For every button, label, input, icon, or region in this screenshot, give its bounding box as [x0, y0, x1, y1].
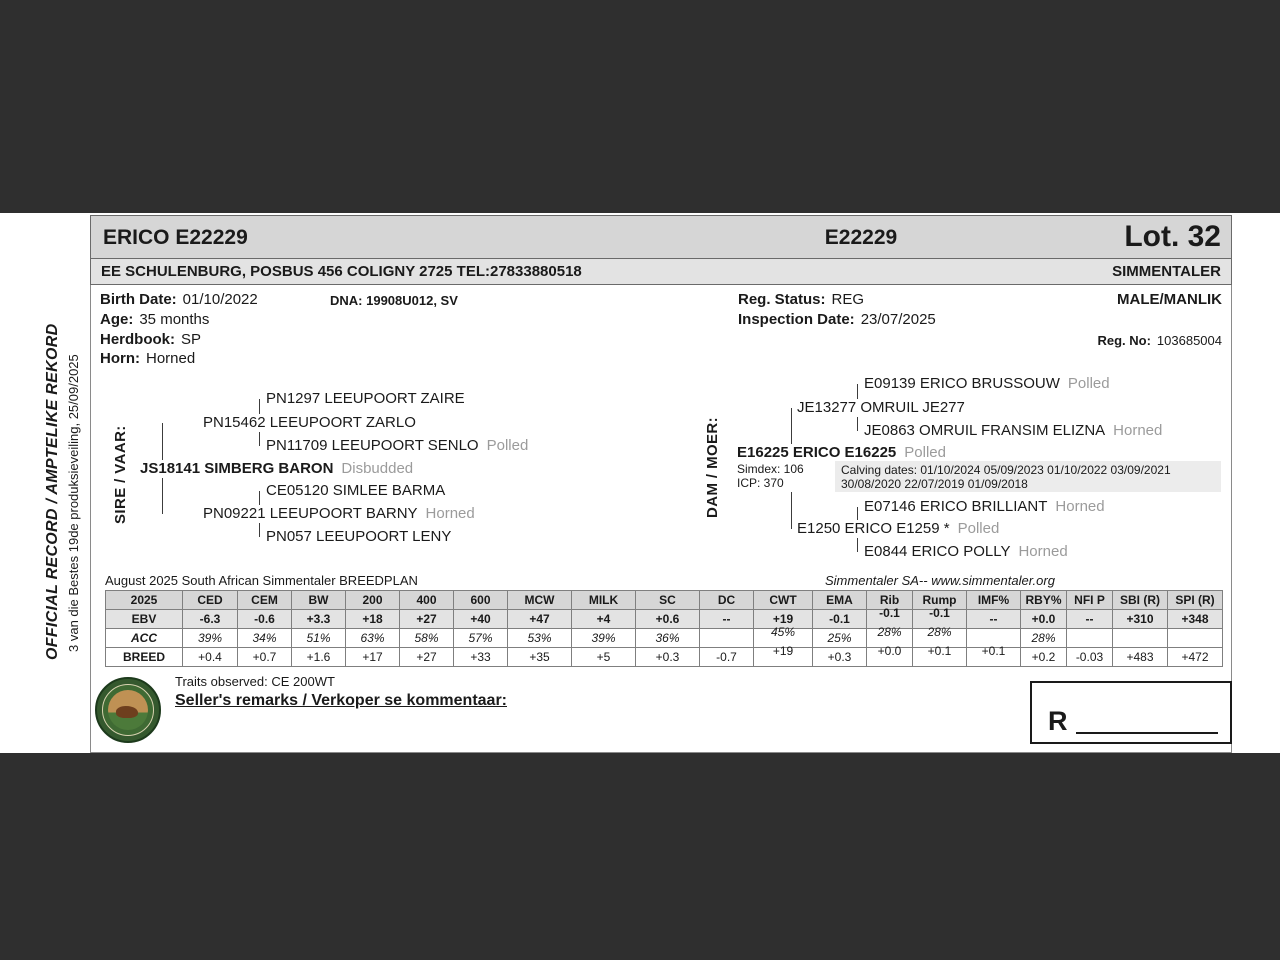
- table-cell: [700, 629, 754, 648]
- sellers-remarks-heading: Seller's remarks / Verkoper se kommentaar:: [175, 692, 507, 709]
- table-cell: +0.2: [1021, 648, 1067, 667]
- column-header: MCW: [508, 591, 572, 610]
- birth-date-value: 01/10/2022: [182, 291, 258, 308]
- birth-date-label: Birth Date:: [100, 291, 177, 308]
- table-cell: 39%: [183, 629, 238, 648]
- table-cell: +0.0: [867, 648, 913, 667]
- table-row: [106, 648, 1223, 667]
- pedigree-node-sire-gp4: PN057 LEEUPOORT LENY: [266, 528, 464, 546]
- column-header: SBI (R): [1113, 591, 1168, 610]
- table-row: [106, 629, 1223, 648]
- pedigree-node-sire-mother: PN09221 LEEUPOORT BARNY Horned: [203, 505, 480, 523]
- horn-line: [100, 350, 195, 367]
- table-cell: +3.3: [292, 610, 346, 629]
- table-cell: +0.1: [913, 648, 967, 667]
- table-cell: -0.7: [700, 648, 754, 667]
- table-cell: -6.3: [183, 610, 238, 629]
- pedigree-node-sire-gp2: PN11709 LEEUPOORT SENLO Polled: [266, 437, 533, 455]
- column-header: CWT: [754, 591, 813, 610]
- table-cell: 63%: [346, 629, 400, 648]
- table-cell: 28%: [1021, 629, 1067, 648]
- official-record-label: OFFICIAL RECORD / AMPTELIKE REKORD: [44, 323, 61, 660]
- pedigree-node-sire-gp3: CE05120 SIMLEE BARMA: [266, 482, 458, 500]
- column-header: BW: [292, 591, 346, 610]
- calving-dates: [835, 461, 1221, 492]
- breedplan-source: Simmentaler SA-- www.simmentaler.org: [825, 573, 1055, 588]
- table-cell: +33: [454, 648, 508, 667]
- table-cell: 28%: [913, 629, 967, 648]
- age-line: [100, 311, 209, 328]
- pedigree-node-dam-gp4: E0844 ERICO POLLY Horned: [864, 543, 1073, 561]
- table-cell: 57%: [454, 629, 508, 648]
- table-cell: +1.6: [292, 648, 346, 667]
- table-cell: -0.1: [813, 610, 867, 629]
- calving-dates-line2: 30/08/2020 22/07/2019 01/09/2018: [841, 477, 1028, 491]
- column-header: SPI (R): [1168, 591, 1223, 610]
- dam-axis-label: DAM / MOER:: [704, 416, 721, 518]
- horn-label: Horn:: [100, 350, 140, 367]
- reg-no-label: Reg. No:: [1097, 333, 1151, 348]
- breedplan-header-row: [106, 591, 1223, 610]
- table-cell: +0.0: [1021, 610, 1067, 629]
- bottom-dark-band: [0, 753, 1280, 960]
- table-cell: 58%: [400, 629, 454, 648]
- table-cell: +4: [572, 610, 636, 629]
- inspection-line: [738, 311, 936, 328]
- table-cell: [1168, 629, 1223, 648]
- breedplan-table: [105, 590, 1223, 667]
- table-cell: +0.3: [813, 648, 867, 667]
- price-currency-label: R: [1048, 706, 1068, 736]
- column-header: SC: [636, 591, 700, 610]
- pedigree-node-dam-mother: E1250 ERICO E1259 * Polled: [797, 520, 1004, 538]
- seller-bar: [90, 259, 1232, 285]
- table-cell: +27: [400, 610, 454, 629]
- table-cell: -0.1: [867, 610, 913, 629]
- table-cell: 36%: [636, 629, 700, 648]
- table-cell: 53%: [508, 629, 572, 648]
- table-cell: +348: [1168, 610, 1223, 629]
- column-header: 200: [346, 591, 400, 610]
- row-label: EBV: [106, 610, 183, 629]
- table-cell: -0.6: [238, 610, 292, 629]
- herdbook-line: [100, 331, 201, 348]
- column-header: 400: [400, 591, 454, 610]
- breedplan-table-wrap: [105, 590, 1223, 667]
- pedigree-node-sire-gp1: PN1297 LEEUPOORT ZAIRE: [266, 390, 478, 408]
- herdbook-value: SP: [181, 331, 202, 348]
- reg-no-line: [1022, 333, 1222, 348]
- pedigree-node-sire: JS18141 SIMBERG BARON Disbudded: [140, 460, 418, 478]
- table-cell: 28%: [867, 629, 913, 648]
- age-label: Age:: [100, 311, 134, 328]
- reg-status-label: Reg. Status:: [738, 291, 826, 308]
- table-row: [106, 610, 1223, 629]
- icp-value: ICP: 370: [737, 476, 784, 490]
- pedigree-node-sire-father: PN15462 LEEUPOORT ZARLO: [203, 414, 429, 432]
- column-header: MILK: [572, 591, 636, 610]
- simmentaler-logo: [95, 677, 161, 743]
- column-header: Rump: [913, 591, 967, 610]
- row-label: ACC: [106, 629, 183, 648]
- table-cell: +47: [508, 610, 572, 629]
- pedigree-node-dam: E16225 ERICO E16225 Polled: [737, 444, 951, 462]
- column-header: DC: [700, 591, 754, 610]
- row-label: BREED: [106, 648, 183, 667]
- table-cell: +483: [1113, 648, 1168, 667]
- price-blank-line: [1076, 710, 1219, 734]
- sex-label: MALE/MANLIK: [1117, 291, 1222, 308]
- sire-axis-label: SIRE / VAAR:: [112, 425, 129, 524]
- animal-id: E22229: [824, 226, 898, 249]
- column-header: 2025: [106, 591, 183, 610]
- simdex-value: Simdex: 106: [737, 462, 804, 476]
- lot-number: Lot. 32: [1124, 220, 1221, 253]
- table-cell: +35: [508, 648, 572, 667]
- reg-status-value: REG: [831, 291, 865, 308]
- table-cell: 51%: [292, 629, 346, 648]
- table-cell: +0.3: [636, 648, 700, 667]
- column-header: IMF%: [967, 591, 1021, 610]
- table-cell: +19: [754, 610, 813, 629]
- table-cell: 34%: [238, 629, 292, 648]
- dna-line: DNA: 19908U012, SV: [330, 293, 458, 308]
- column-header: 600: [454, 591, 508, 610]
- table-cell: 25%: [813, 629, 867, 648]
- pedigree-node-dam-gp2: JE0863 OMRUIL FRANSIM ELIZNA Horned: [864, 422, 1167, 440]
- pedigree-node-dam-father: JE13277 OMRUIL JE277: [797, 399, 978, 417]
- column-header: NFI P: [1067, 591, 1113, 610]
- reg-status-line: [738, 291, 864, 308]
- age-value: 35 months: [139, 311, 210, 328]
- column-header: CED: [183, 591, 238, 610]
- column-header: RBY%: [1021, 591, 1067, 610]
- table-cell: +0.1: [967, 648, 1021, 667]
- inspection-value: 23/07/2025: [860, 311, 936, 328]
- table-cell: -0.03: [1067, 648, 1113, 667]
- reg-no-value: 103685004: [1156, 333, 1222, 348]
- seller-info: EE SCHULENBURG, POSBUS 456 COLIGNY 2725 TEL:27833880518: [101, 263, 582, 280]
- pedigree-node-dam-gp3: E07146 ERICO BRILLIANT Horned: [864, 498, 1110, 516]
- price-box: [1030, 681, 1232, 744]
- logo-scene: [108, 690, 148, 730]
- table-cell: --: [967, 610, 1021, 629]
- column-header: EMA: [813, 591, 867, 610]
- table-cell: +40: [454, 610, 508, 629]
- table-cell: +310: [1113, 610, 1168, 629]
- table-cell: [1067, 629, 1113, 648]
- title-bar: [90, 215, 1232, 259]
- top-dark-band: [0, 0, 1280, 213]
- table-cell: +19: [754, 648, 813, 667]
- column-header: Rib: [867, 591, 913, 610]
- table-cell: +472: [1168, 648, 1223, 667]
- traits-observed: Traits observed: CE 200WT: [175, 674, 335, 689]
- birth-date-line: [100, 291, 258, 308]
- breed-name: SIMMENTALER: [1112, 263, 1221, 280]
- table-cell: +0.6: [636, 610, 700, 629]
- table-cell: +0.7: [238, 648, 292, 667]
- table-cell: 45%: [754, 629, 813, 648]
- cow-icon: [116, 706, 138, 718]
- dam-indexes: [737, 462, 825, 492]
- table-cell: +0.4: [183, 648, 238, 667]
- horn-value: Horned: [146, 350, 196, 367]
- table-cell: +17: [346, 648, 400, 667]
- table-cell: 39%: [572, 629, 636, 648]
- sale-edition-label: 3 van die Bestes 19de produksieveiling, 25/09/2025: [66, 354, 81, 652]
- pedigree-node-dam-gp1: E09139 ERICO BRUSSOUW Polled: [864, 375, 1115, 393]
- animal-name: ERICO E22229: [103, 226, 248, 249]
- table-cell: +18: [346, 610, 400, 629]
- table-cell: --: [1067, 610, 1113, 629]
- table-cell: +27: [400, 648, 454, 667]
- inspection-label: Inspection Date:: [738, 311, 855, 328]
- table-cell: --: [700, 610, 754, 629]
- table-cell: +5: [572, 648, 636, 667]
- table-cell: -0.1: [913, 610, 967, 629]
- herdbook-label: Herdbook:: [100, 331, 175, 348]
- breedplan-title: August 2025 South African Simmentaler BREEDPLAN: [105, 573, 418, 588]
- table-cell: [1113, 629, 1168, 648]
- column-header: CEM: [238, 591, 292, 610]
- logo-ring: [102, 684, 154, 736]
- calving-dates-line1: Calving dates: 01/10/2024 05/09/2023 01/10/2022 03/09/2021: [841, 463, 1171, 477]
